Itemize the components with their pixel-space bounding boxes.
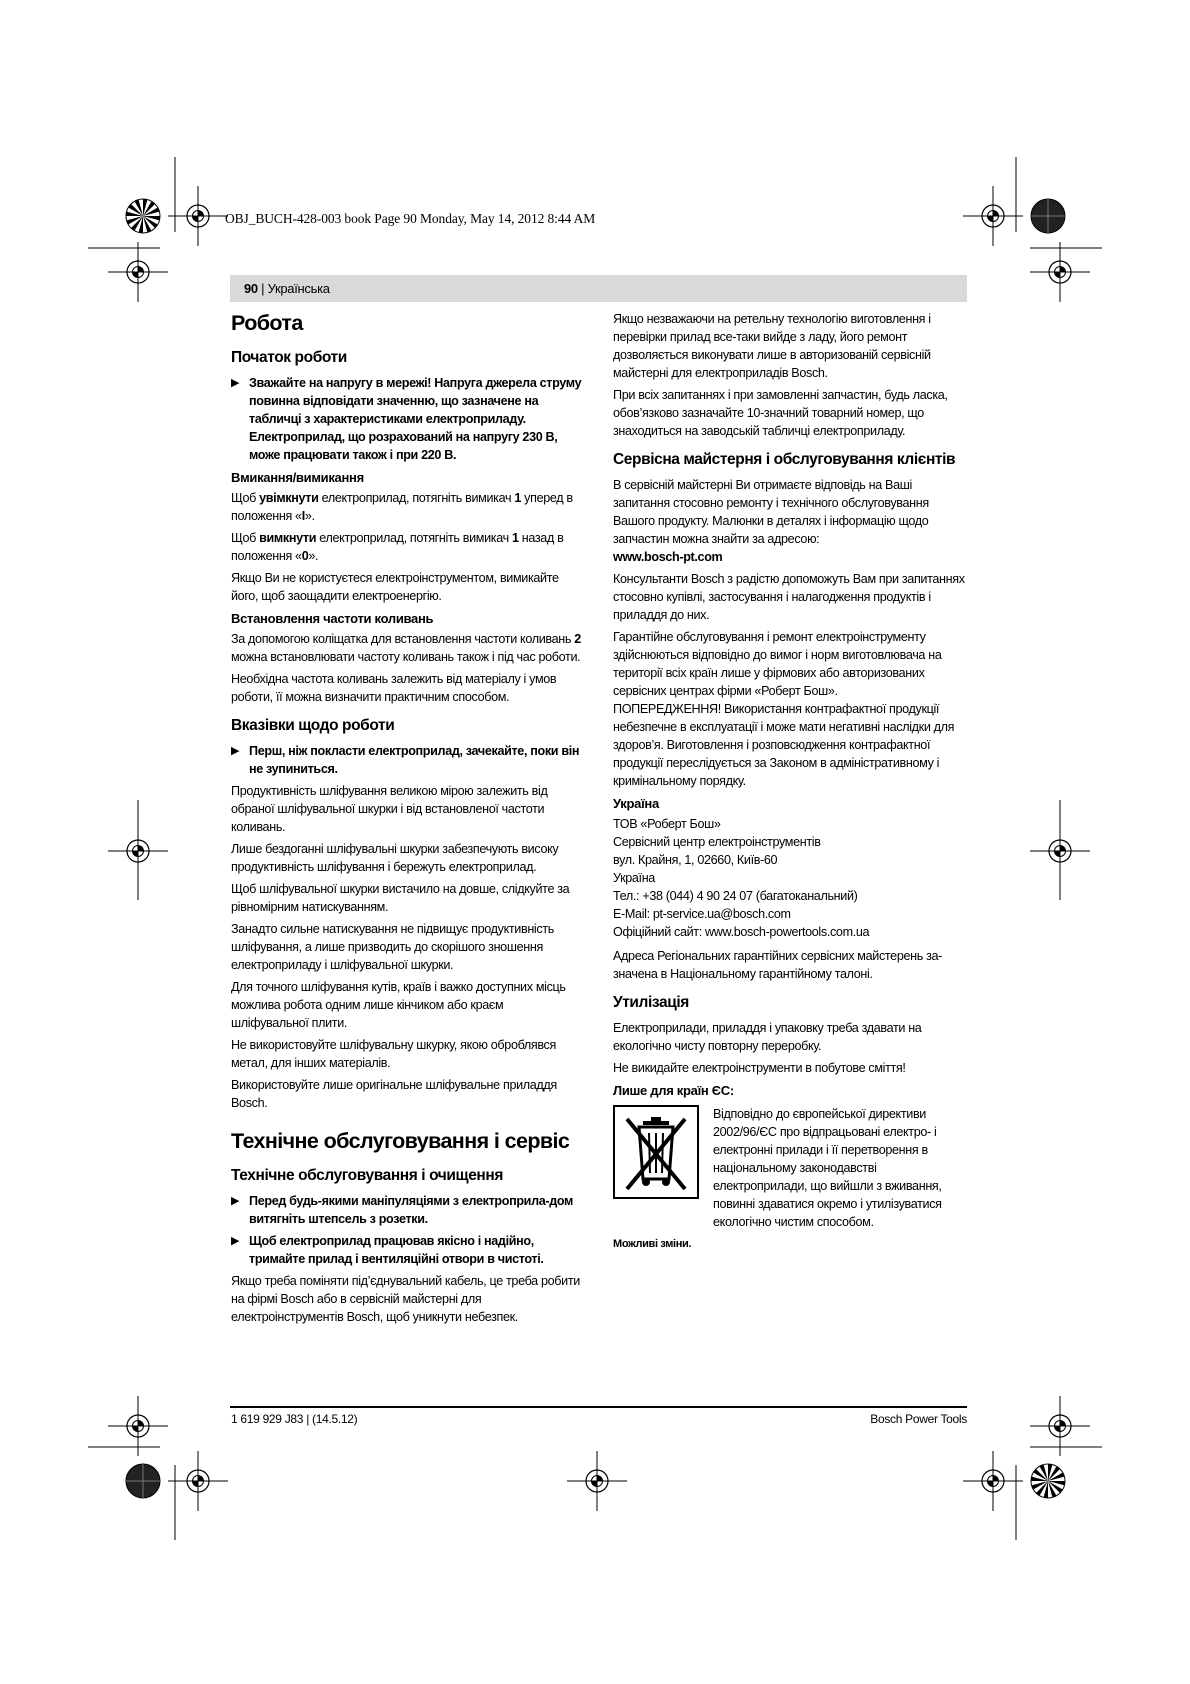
website-line[interactable]: Офіційний сайт: www.bosch-powertools.com.ua	[613, 925, 870, 939]
footer-brand: Bosch Power Tools	[870, 1412, 967, 1426]
paragraph-tip-5: Для точного шліфування кутів, країв і важко доступних місць можлива робота одним лише кінчиком або краєм шліфувальної плити.	[231, 980, 566, 1030]
heading-onoff: Вмикання/вимикання	[231, 470, 364, 485]
email-line[interactable]: E-Mail: pt-service.ua@bosch.com	[613, 907, 791, 921]
heading-service: Технічне обслуговування і сервіс	[231, 1129, 570, 1153]
header-separator: |	[257, 281, 268, 296]
paragraph-weee: Відповідно до європейської директиви 2002/96/ЄС про відпрацьовані електро- і електронні прилади і її перетворення в національному законодавстві електроприлади, що вийшли з вживання, повинні здаватися окремо і утилізуватися екологічно чистим способом.	[713, 1107, 942, 1229]
paragraph-tip-1: Продуктивність шліфування великою мірою залежить від обраної шліфувальної шкурки і від встановленої частоти коливань.	[231, 784, 548, 834]
footer-rule	[230, 1406, 967, 1408]
paragraph-warranty: Гарантійне обслуговування і ремонт електроінструменту здійснюються відповідно до вимог і норм виготовлювача на території всіх країн лише у фірмових або авторизованих сервісних центрах фірми «Роберт Бош».	[613, 630, 942, 698]
weee-block	[613, 1105, 968, 1231]
arrow-icon: ▶	[231, 1235, 240, 1247]
print-info: OBJ_BUCH-428-003 book Page 90 Monday, May 14, 2012 8:44 AM	[225, 211, 596, 226]
address-line: Сервісний центр електроінструментів	[613, 835, 821, 849]
heading-disposal: Утилізація	[613, 994, 689, 1011]
paragraph-disposal-1: Електроприлади, приладдя і упаковку треба здавати на екологічно чисту повторну переробку.	[613, 1021, 922, 1053]
heading-tips: Вказівки щодо роботи	[231, 717, 395, 734]
paragraph-spare-parts: При всіх запитаннях і при замовленні запчастин, будь ласка, обов’язково зазначайте 10-значний товарний номер, що знаходиться на заводській табличці електроприладу.	[613, 388, 948, 438]
paragraph-consultants: Консультанти Bosch з радістю допоможуть Вам при запитаннях стосовно купівлі, застосування і налагодження продуктів і приладдя до них.	[613, 572, 965, 622]
warning-plug: ▶ Перед будь-якими маніпуляціями з електроприла-дом витягніть штепсель з розетки.	[231, 1194, 574, 1226]
page-header	[230, 275, 967, 302]
heading-start: Початок роботи	[231, 349, 347, 366]
heading-robota: Робота	[231, 311, 303, 335]
changes-note: Можливі зміни.	[613, 1238, 692, 1250]
paragraph-disposal-2: Не викидайте електроінструменти в побутове сміття!	[613, 1061, 906, 1075]
address-line: ТОВ «Роберт Бош»	[613, 817, 721, 831]
paragraph-tip-3: Щоб шліфувальної шкурки вистачило на довше, слідкуйте за рівномірним натискуванням.	[231, 882, 570, 914]
right-column	[613, 310, 968, 1257]
paragraph-energy: Якщо Ви не користуєтеся електроінструментом, вимикайте його, щоб заощадити електроенергію.	[231, 571, 559, 603]
heading-cleaning: Технічне обслуговування і очищення	[231, 1167, 503, 1184]
warning-voltage: ▶ Зважайте на напругу в мережі! Напруга джерела струму повинна відповідати значенню, що зазначене на табличці з характеристиками електроприладу. Електроприлад, що розрахований на напругу 230 В, може працювати також і при 220 В.	[231, 376, 582, 462]
warning-clean: ▶ Щоб електроприлад працював якісно і надійно, тримайте прилад і вентиляційні отвори в чистоті.	[231, 1234, 544, 1266]
heading-ukraine: Україна	[613, 796, 659, 811]
arrow-icon: ▶	[231, 745, 240, 757]
paragraph-cable: Якщо треба поміняти під’єднувальний кабель, це треба робити на фірмі Bosch або в сервісній майстерні для електроінструментів Bosch, щоб уникнути небезпек.	[231, 1274, 580, 1324]
header-language: Українська	[267, 281, 330, 296]
paragraph-counterfeit: ПОПЕРЕДЖЕННЯ! Використання контрафактної продукції небезпечне в експлуатації і може мати негативні наслідки для здоров’я. Виготовлення і розповсюдження контрафактної продукції переслідується за Законом в адміністративному і кримінальному порядку.	[613, 702, 955, 788]
crossed-bin-icon	[613, 1105, 699, 1199]
arrow-icon: ▶	[231, 377, 240, 389]
warning-stop: ▶ Перш, ніж покласти електроприлад, зачекайте, поки він не зупиниться.	[231, 744, 580, 776]
paragraph-frequency: За допомогою коліщатка для встановлення частоти коливань 2 можна встановлювати частоту коливань також і під час роботи.	[231, 632, 581, 664]
phone-line: Тел.: +38 (044) 4 90 24 07 (багатоканальний)	[613, 889, 858, 903]
footer-doc-number: 1 619 929 J83 | (14.5.12)	[231, 1412, 358, 1426]
arrow-icon: ▶	[231, 1195, 240, 1207]
paragraph-workshop: В сервісній майстерні Ви отримаєте відповідь на Ваші запитання стосовно ремонту і технічного обслуговування Вашого продукту. Малюнки в деталях і інформацію щодо запчастин можна знайти за адресою:	[613, 478, 929, 546]
address-line: Україна	[613, 871, 655, 885]
heading-frequency: Встановлення частоти коливань	[231, 611, 434, 626]
address-block	[613, 815, 968, 941]
paragraph-off: Щоб вимкнути електроприлад, потягніть вимикач 1 назад в положення «0».	[231, 531, 564, 563]
paragraph-tip-2: Лише бездоганні шліфувальні шкурки забезпечують високу продуктивність шліфування і бережуть електроприлад.	[231, 842, 559, 874]
address-line: вул. Крайня, 1, 02660, Київ-60	[613, 853, 778, 867]
heading-workshop: Сервісна майстерня і обслуговування клієнтів	[613, 451, 956, 468]
left-column	[231, 310, 583, 1330]
page-number: 90	[244, 281, 258, 296]
heading-eu-only: Лише для країн ЄС:	[613, 1083, 734, 1098]
link-bosch-pt[interactable]: www.bosch-pt.com	[613, 550, 723, 564]
paragraph-tip-7: Використовуйте лише оригінальне шліфувальне приладдя Bosch.	[231, 1078, 557, 1110]
paragraph-frequency-2: Необхідна частота коливань залежить від матеріалу і умов роботи, її можна визначити практичним способом.	[231, 672, 557, 704]
paragraph-on: Щоб увімкнути електроприлад, потягніть вимикач 1 уперед в положення «I».	[231, 491, 573, 523]
paragraph-repair: Якщо незважаючи на ретельну технологію виготовлення і перевірки прилад все-таки вийде з ладу, його ремонт дозволяється виконувати лише в авторизованій сервісній майстерні для електроприладів Bosch.	[613, 312, 931, 380]
paragraph-regional: Адреса Регіональних гарантійних сервісних майстерень за-значена в Національному гарантійному талоні.	[613, 949, 943, 981]
paragraph-tip-6: Не використовуйте шліфувальну шкурку, якою оброблявся метал, для інших матеріалів.	[231, 1038, 556, 1070]
paragraph-tip-4: Занадто сильне натискування не підвищує продуктивність шліфування, а лише призводить до скорішого зношення електроприладу і шліфувальної шкурки.	[231, 922, 554, 972]
